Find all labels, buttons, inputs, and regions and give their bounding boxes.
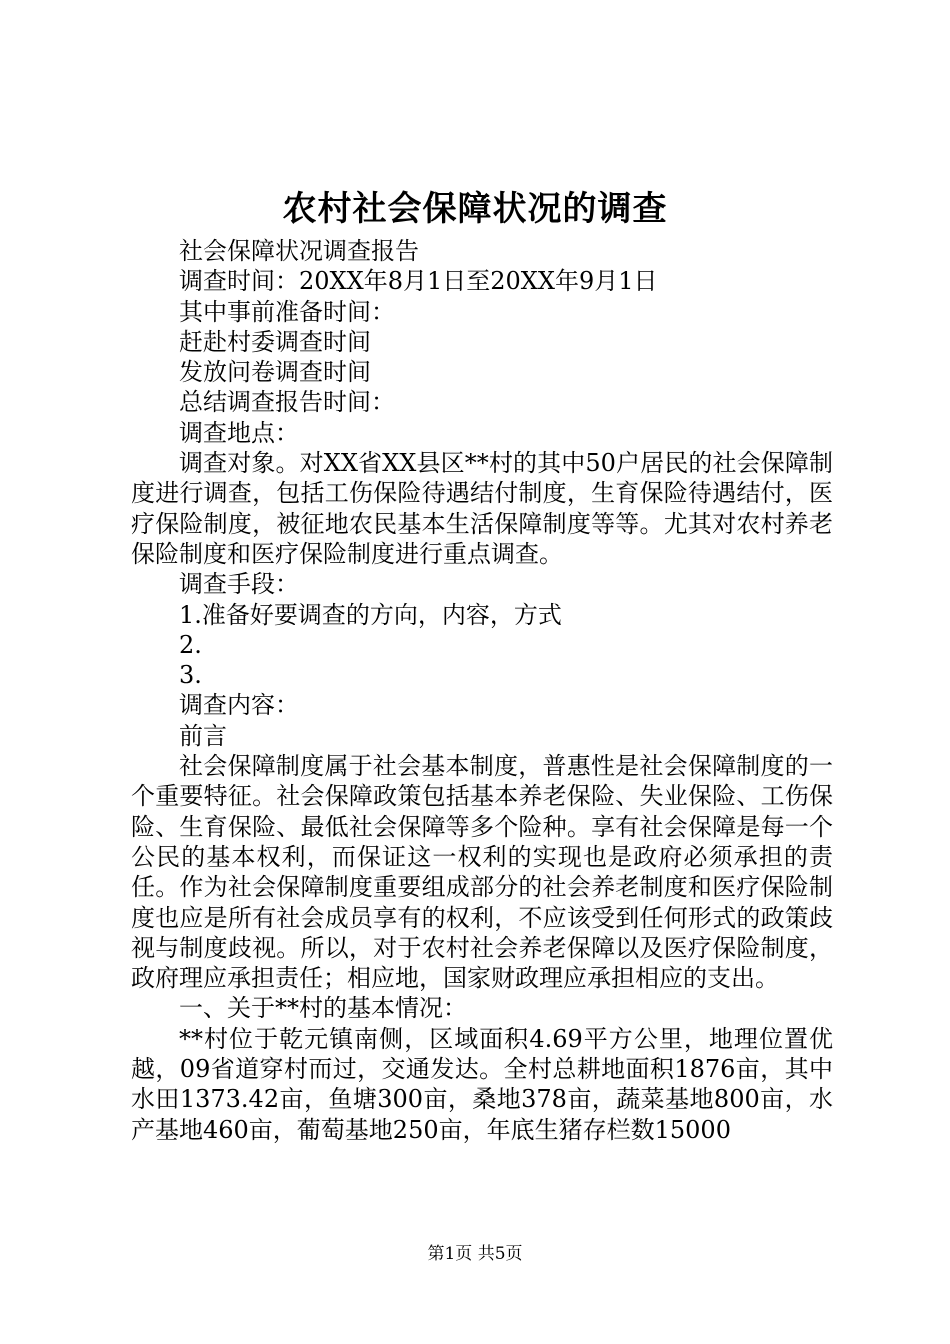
- paragraph-survey-methods: 调查手段：: [179, 570, 299, 599]
- document-title: 农村社会保障状况的调查: [282, 189, 668, 229]
- paragraph-prep-time: 其中事前准备时间：: [179, 297, 395, 326]
- section-heading-village-info: 一、关于**村的基本情况：: [179, 994, 467, 1023]
- list-item-method-3: 3.: [179, 661, 202, 690]
- list-item-method-2: 2.: [179, 630, 202, 659]
- page-number-footer: 第1页 共5页: [427, 1244, 523, 1264]
- paragraph-survey-location: 调查地点：: [179, 418, 299, 447]
- paragraph-village-info: **村位于乾元镇南侧，区域面积4.69平方公里，地理位置优越，09省道穿村而过，交通发达。全村总耕地面积1876亩，其中水田1373.42亩，鱼塘300亩，桑地378亩，蔬菜基地800亩，水产基地460亩，葡萄基地250亩，年底生猪存栏数15000: [131, 1024, 833, 1144]
- paragraph-report-name: 社会保障状况调查报告: [179, 237, 419, 265]
- paragraph-summary-time: 总结调查报告时间：: [179, 388, 395, 417]
- list-item-method-1: 1.准备好要调查的方向，内容，方式: [179, 600, 562, 629]
- paragraph-survey-subjects: 调查对象。对XX省XX县区**村的其中50户居民的社会保障制度进行调查，包括工伤保险待遇结付制度，生育保险待遇结付，医疗保险制度，被征地农民基本生活保障制度等等。尤其对农村养老保险制度和医疗保险制度进行重点调查。: [131, 449, 833, 568]
- paragraph-survey-content: 调查内容：: [179, 691, 299, 720]
- document-body: [131, 236, 833, 1145]
- paragraph-questionnaire-time: 发放问卷调查时间: [179, 358, 371, 387]
- paragraph-preface-body: 社会保障制度属于社会基本制度，普惠性是社会保障制度的一个重要特征。社会保障政策包括基本养老保险、失业保险、工伤保险、生育保险、最低社会保障等多个险种。享有社会保障是每一个公民的基本权利，而保证这一权利的实现也是政府必须承担的责任。作为社会保障制度重要组成部分的社会养老制度和医疗保险制度也应是所有社会成员享有的权利，不应该受到任何形式的政策歧视与制度歧视。所以，对于农村社会养老保障以及医疗保险制度，政府理应承担责任；相应地，国家财政理应承担相应的支出。: [131, 752, 833, 993]
- paragraph-survey-time: 调查时间：20XX年8月1日至20XX年9月1日: [179, 267, 658, 296]
- paragraph-visit-time: 赶赴村委调查时间: [179, 327, 371, 356]
- section-heading-preface: 前言: [179, 721, 227, 750]
